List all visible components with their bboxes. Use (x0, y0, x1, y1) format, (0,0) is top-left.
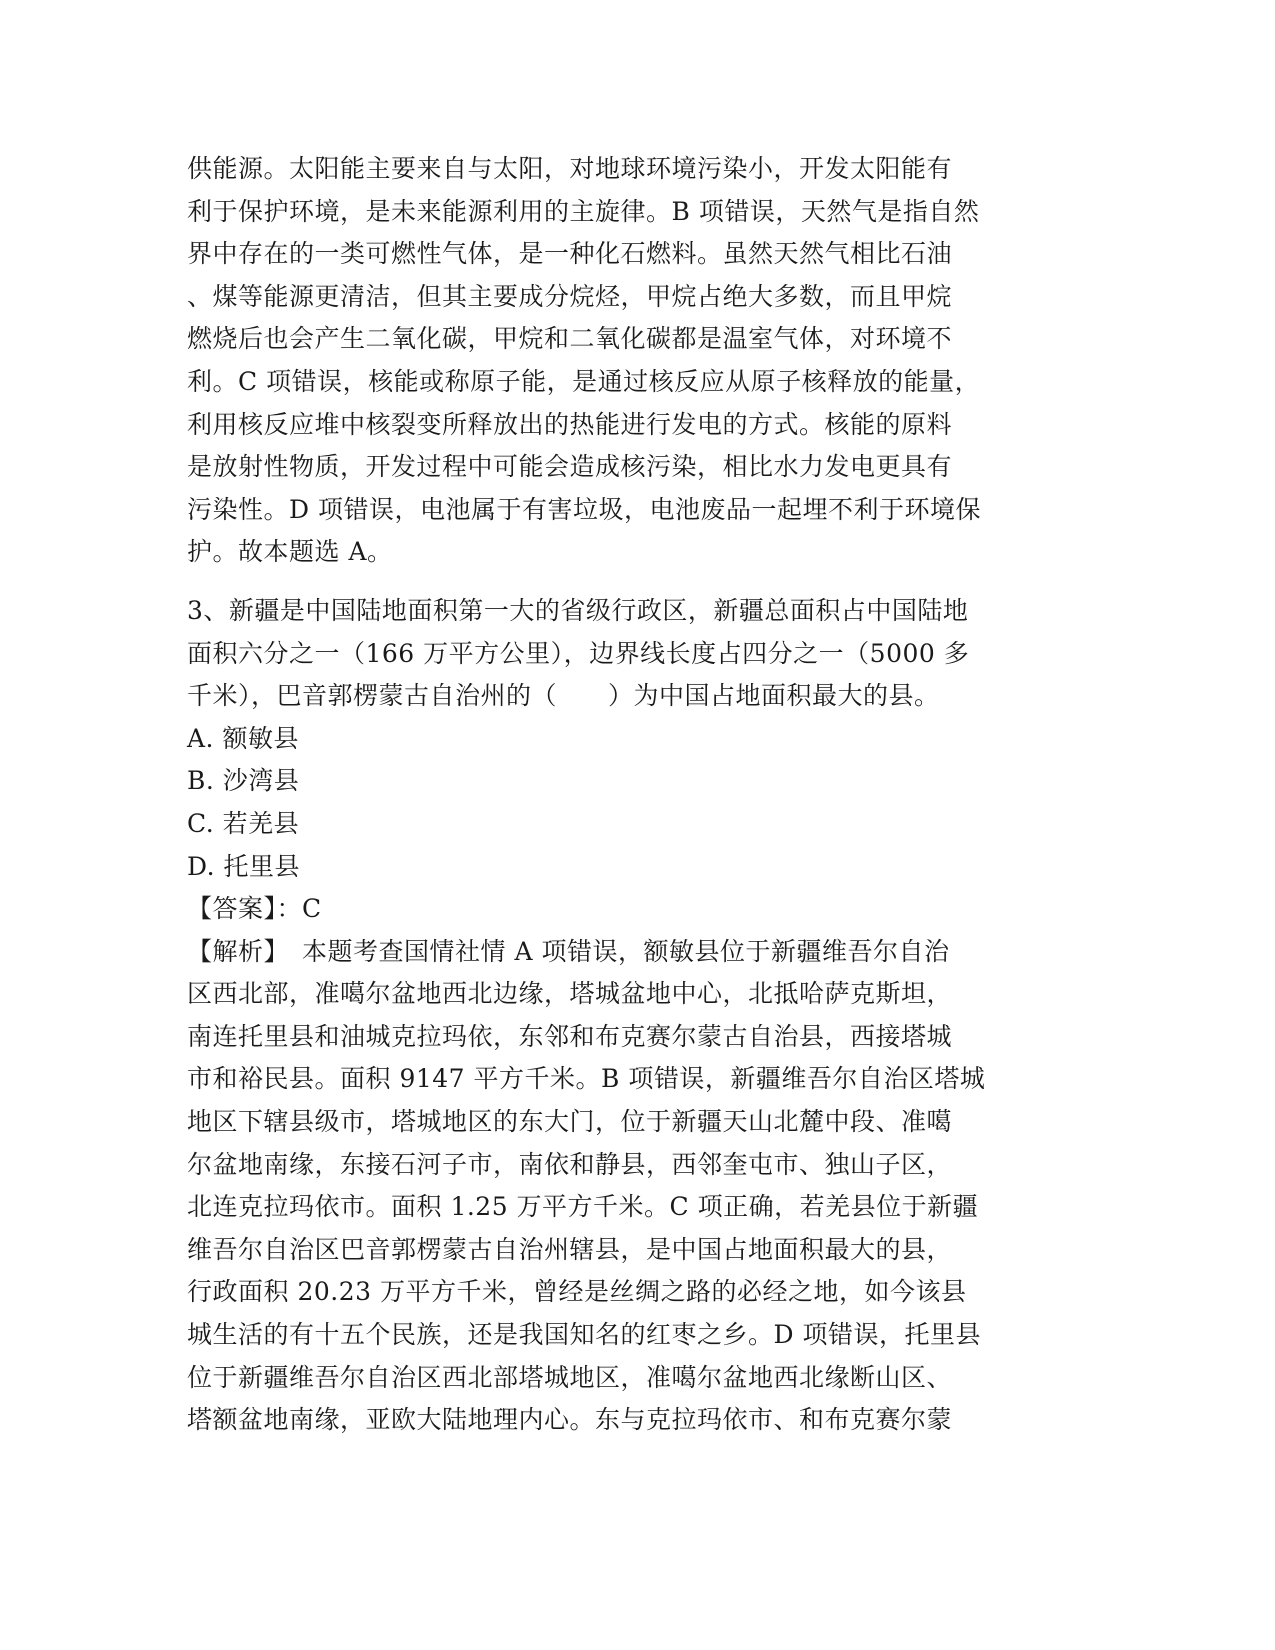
document-page (187, 148, 1087, 1442)
analysis-line: 位于新疆维吾尔自治区西北部塔城地区，准噶尔盆地西北缘断山区、 (187, 1362, 953, 1392)
analysis-line: 维吾尔自治区巴音郭楞蒙古自治州辖县，是中国占地面积最大的县， (187, 1234, 953, 1264)
text-line: 燃烧后也会产生二氧化碳，甲烷和二氧化碳都是温室气体，对环境不 (187, 324, 953, 354)
text-line: 供能源。太阳能主要来自与太阳，对地球环境污染小，开发太阳能有 (187, 154, 953, 183)
question-stem (187, 590, 1087, 718)
text-line: 利于保护环境，是未来能源利用的主旋律。B 项错误，天然气是指自然 (187, 196, 980, 226)
stem-line: 面积六分之一（166 万平方公里），边界线长度占四分之一（5000 多 (187, 638, 970, 668)
text-line: 利。C 项错误，核能或称原子能，是通过核反应从原子核释放的能量， (187, 366, 981, 396)
paragraph-gap (187, 574, 1087, 590)
analysis-line: 市和裕民县。面积 9147 平方千米。B 项错误，新疆维吾尔自治区塔城 (187, 1064, 986, 1094)
option-c: C. 若羌县 (187, 808, 300, 838)
option-b: B. 沙湾县 (187, 766, 300, 796)
question-3 (187, 590, 1087, 1442)
text-line: 是放射性物质，开发过程中可能会造成核污染，相比水力发电更具有 (187, 452, 953, 482)
analysis-line: 行政面积 20.23 万平方千米，曾经是丝绸之路的必经之地，如今该县 (187, 1277, 967, 1307)
analysis-line: 南连托里县和油城克拉玛依，东邻和布克赛尔蒙古自治县，西接塔城 (187, 1021, 953, 1051)
option-a: A. 额敏县 (187, 723, 299, 753)
stem-line: 3、新疆是中国陆地面积第一大的省级行政区，新疆总面积占中国陆地 (187, 595, 969, 625)
previous-explanation (187, 148, 1087, 574)
analysis-line: 北连克拉玛依市。面积 1.25 万平方千米。C 项正确，若羌县位于新疆 (187, 1192, 979, 1222)
option-d: D. 托里县 (187, 851, 301, 881)
text-line: 、煤等能源更清洁，但其主要成分烷烃，甲烷占绝大多数，而且甲烷 (187, 281, 953, 311)
analysis-line: 【解析】 本题考查国情社情 A 项错误，额敏县位于新疆维吾尔自治 (187, 936, 950, 966)
analysis-line: 塔额盆地南缘，亚欧大陆地理内心。东与克拉玛依市、和布克赛尔蒙 (187, 1405, 953, 1435)
analysis-line: 城生活的有十五个民族，还是我国知名的红枣之乡。D 项错误，托里县 (187, 1320, 981, 1350)
text-line: 污染性。D 项错误，电池属于有害垃圾，电池废品一起埋不利于环境保 (187, 494, 981, 524)
answer-line: 【答案】：C (187, 894, 322, 924)
text-line: 护。故本题选 A。 (187, 537, 393, 567)
options-list (187, 718, 1087, 888)
text-line: 利用核反应堆中核裂变所释放出的热能进行发电的方式。核能的原料 (187, 409, 953, 439)
stem-line: 千米），巴音郭楞蒙古自治州的（ ）为中国占地面积最大的县。 (187, 681, 940, 711)
analysis-line: 尔盆地南缘，东接石河子市，南依和静县，西邻奎屯市、独山子区， (187, 1149, 953, 1179)
analysis-line: 区西北部，准噶尔盆地西北边缘，塔城盆地中心，北抵哈萨克斯坦， (187, 979, 953, 1009)
text-line: 界中存在的一类可燃性气体，是一种化石燃料。虽然天然气相比石油 (187, 239, 953, 269)
analysis-line: 地区下辖县级市，塔城地区的东大门，位于新疆天山北麓中段、准噶 (187, 1107, 953, 1137)
analysis (187, 931, 1087, 1442)
